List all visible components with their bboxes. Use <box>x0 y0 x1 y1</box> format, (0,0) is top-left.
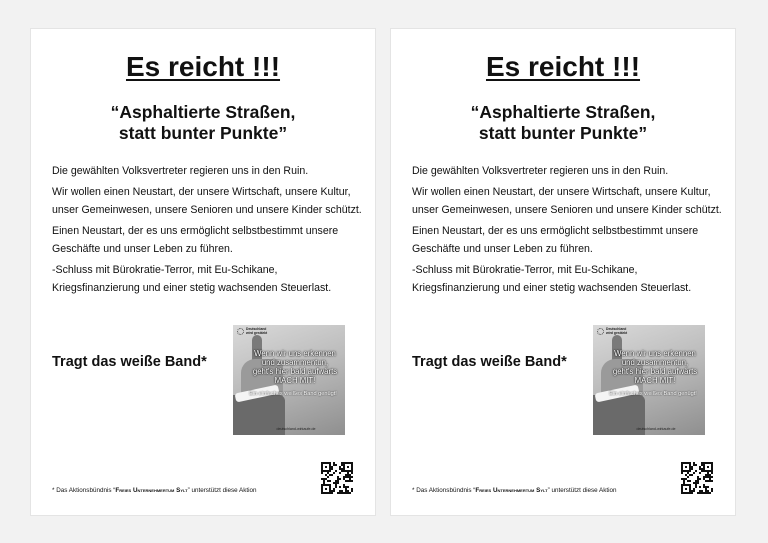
qr-module <box>681 472 683 474</box>
slogan-line: geht's hier bald aufwärts <box>612 367 698 376</box>
qr-module <box>685 466 687 468</box>
body-paragraph: Einen Neustart, der es uns ermöglicht selbstbestimmt unsere Geschäfte und unser Leben zu führen. <box>412 225 699 255</box>
qr-module <box>351 472 353 474</box>
qr-module <box>711 480 713 482</box>
qr-module <box>709 492 711 494</box>
subtitle-line: “Asphaltierte Straßen, <box>470 102 656 122</box>
qr-module <box>339 472 341 474</box>
flyer-subtitle <box>31 102 375 144</box>
qr-module <box>697 482 699 484</box>
qr-module <box>339 486 341 488</box>
qr-module <box>711 476 713 478</box>
slogan-line: MACH MIT! <box>274 376 316 385</box>
body-paragraph: -Schluss mit Bürokratie-Terror, mit Eu-Schikane, Kriegsfinanzierung und einer stetig wachsenden Steuerlast. <box>412 264 692 294</box>
qr-module <box>333 490 335 492</box>
qr-code[interactable] <box>321 462 353 494</box>
call-to-action: Tragt das weiße Band* <box>412 354 567 370</box>
subtitle-line: statt bunter Punkte” <box>118 123 288 143</box>
qr-module <box>335 470 337 472</box>
slogan-line: und zusammentun, <box>261 358 329 367</box>
qr-module <box>339 478 341 480</box>
flyer-right <box>390 28 736 516</box>
body-paragraph: Wir wollen einen Neustart, der unsere Wirtschaft, unsere Kultur, unser Gemeinwesen, unsere Senioren und unsere Kinder schützt. <box>52 186 362 216</box>
slogan-line: Wenn wir uns erkennen <box>614 349 696 358</box>
qr-module <box>693 472 695 474</box>
qr-module <box>691 474 693 476</box>
qr-module <box>331 474 333 476</box>
qr-code[interactable] <box>681 462 713 494</box>
qr-module <box>335 464 337 466</box>
call-to-action: Tragt das weiße Band* <box>52 354 207 370</box>
qr-module <box>689 480 691 482</box>
qr-module <box>329 470 331 472</box>
qr-module <box>689 470 691 472</box>
qr-module <box>699 472 701 474</box>
qr-module <box>349 492 351 494</box>
body-paragraph: Die gewählten Volksvertreter regieren uns in den Ruin. <box>52 165 309 177</box>
qr-module <box>347 466 349 468</box>
qr-module <box>691 468 693 470</box>
qr-module <box>699 486 701 488</box>
poster-url: deutschland-wirkaufe.de <box>636 427 676 431</box>
qr-module <box>325 488 327 490</box>
campaign-poster-image <box>233 325 345 435</box>
qr-module <box>691 492 693 494</box>
qr-module <box>695 486 697 488</box>
qr-module <box>351 476 353 478</box>
flyer-footer <box>412 487 617 494</box>
flyer-footer <box>52 487 257 494</box>
qr-module <box>351 490 353 492</box>
poster-logo <box>597 328 627 335</box>
poster-subline: Ein einfaches weißes Band genügt! <box>609 391 697 397</box>
poster-subline: Ein einfaches weißes Band genügt! <box>249 391 337 397</box>
logo-text-line: Deutschland <box>246 327 267 331</box>
poster-url: deutschland-wirkaufe.de <box>276 427 316 431</box>
qr-module <box>335 486 337 488</box>
qr-module <box>711 472 713 474</box>
qr-module <box>693 490 695 492</box>
qr-module <box>685 488 687 490</box>
footer-prefix: * Das Aktionsbündnis “ <box>52 487 116 494</box>
qr-module <box>327 476 329 478</box>
qr-module <box>321 472 323 474</box>
logo-text-line: wird gestärkt <box>606 330 628 335</box>
qr-module <box>687 476 689 478</box>
flyer-title: Es reicht !!! <box>125 51 281 82</box>
footer-suffix: ” unterstützt diese Aktion <box>187 487 257 494</box>
qr-module <box>347 486 349 488</box>
star-circle-icon <box>597 328 604 335</box>
flyer-body <box>52 162 362 300</box>
qr-module <box>695 464 697 466</box>
subtitle-line: statt bunter Punkte” <box>478 123 648 143</box>
logo-text-line: Deutschland <box>606 327 627 331</box>
flyer-left <box>30 28 376 516</box>
footer-organization: Freies Unternehmertum Sylt <box>115 487 188 494</box>
qr-module <box>707 486 709 488</box>
qr-module <box>707 466 709 468</box>
body-paragraph: -Schluss mit Bürokratie-Terror, mit Eu-Schikane, Kriegsfinanzierung und einer stetig wachsenden Steuerlast. <box>52 264 332 294</box>
poster-slogan <box>247 349 343 385</box>
footer-prefix: * Das Aktionsbündnis “ <box>412 487 476 494</box>
slogan-line: und zusammentun, <box>621 358 689 367</box>
qr-module <box>331 468 333 470</box>
poster-slogan <box>607 349 703 385</box>
qr-module <box>333 472 335 474</box>
body-paragraph: Wir wollen einen Neustart, der unsere Wirtschaft, unsere Kultur, unser Gemeinwesen, unsere Senioren und unsere Kinder schützt. <box>412 186 722 216</box>
star-circle-icon <box>237 328 244 335</box>
qr-module <box>325 466 327 468</box>
qr-module <box>337 482 339 484</box>
footer-organization: Freies Unternehmertum Sylt <box>475 487 548 494</box>
qr-module <box>351 480 353 482</box>
slogan-line: geht's hier bald aufwärts <box>252 367 338 376</box>
body-paragraph: Die gewählten Volksvertreter regieren uns in den Ruin. <box>412 165 669 177</box>
qr-module <box>699 478 701 480</box>
qr-module <box>711 490 713 492</box>
flyer-body <box>412 162 722 300</box>
qr-module <box>331 492 333 494</box>
slogan-line: MACH MIT! <box>634 376 676 385</box>
flyer-title: Es reicht !!! <box>485 51 641 82</box>
slogan-line: Wenn wir uns erkennen <box>254 349 336 358</box>
body-paragraph: Einen Neustart, der es uns ermöglicht selbstbestimmt unsere Geschäfte und unser Leben zu führen. <box>52 225 339 255</box>
campaign-poster-image <box>593 325 705 435</box>
flyer-subtitle <box>391 102 735 144</box>
poster-logo <box>237 328 267 335</box>
qr-module <box>695 470 697 472</box>
footer-suffix: ” unterstützt diese Aktion <box>547 487 617 494</box>
logo-text-line: wird gestärkt <box>246 330 268 335</box>
subtitle-line: “Asphaltierte Straßen, <box>110 102 296 122</box>
qr-module <box>329 480 331 482</box>
